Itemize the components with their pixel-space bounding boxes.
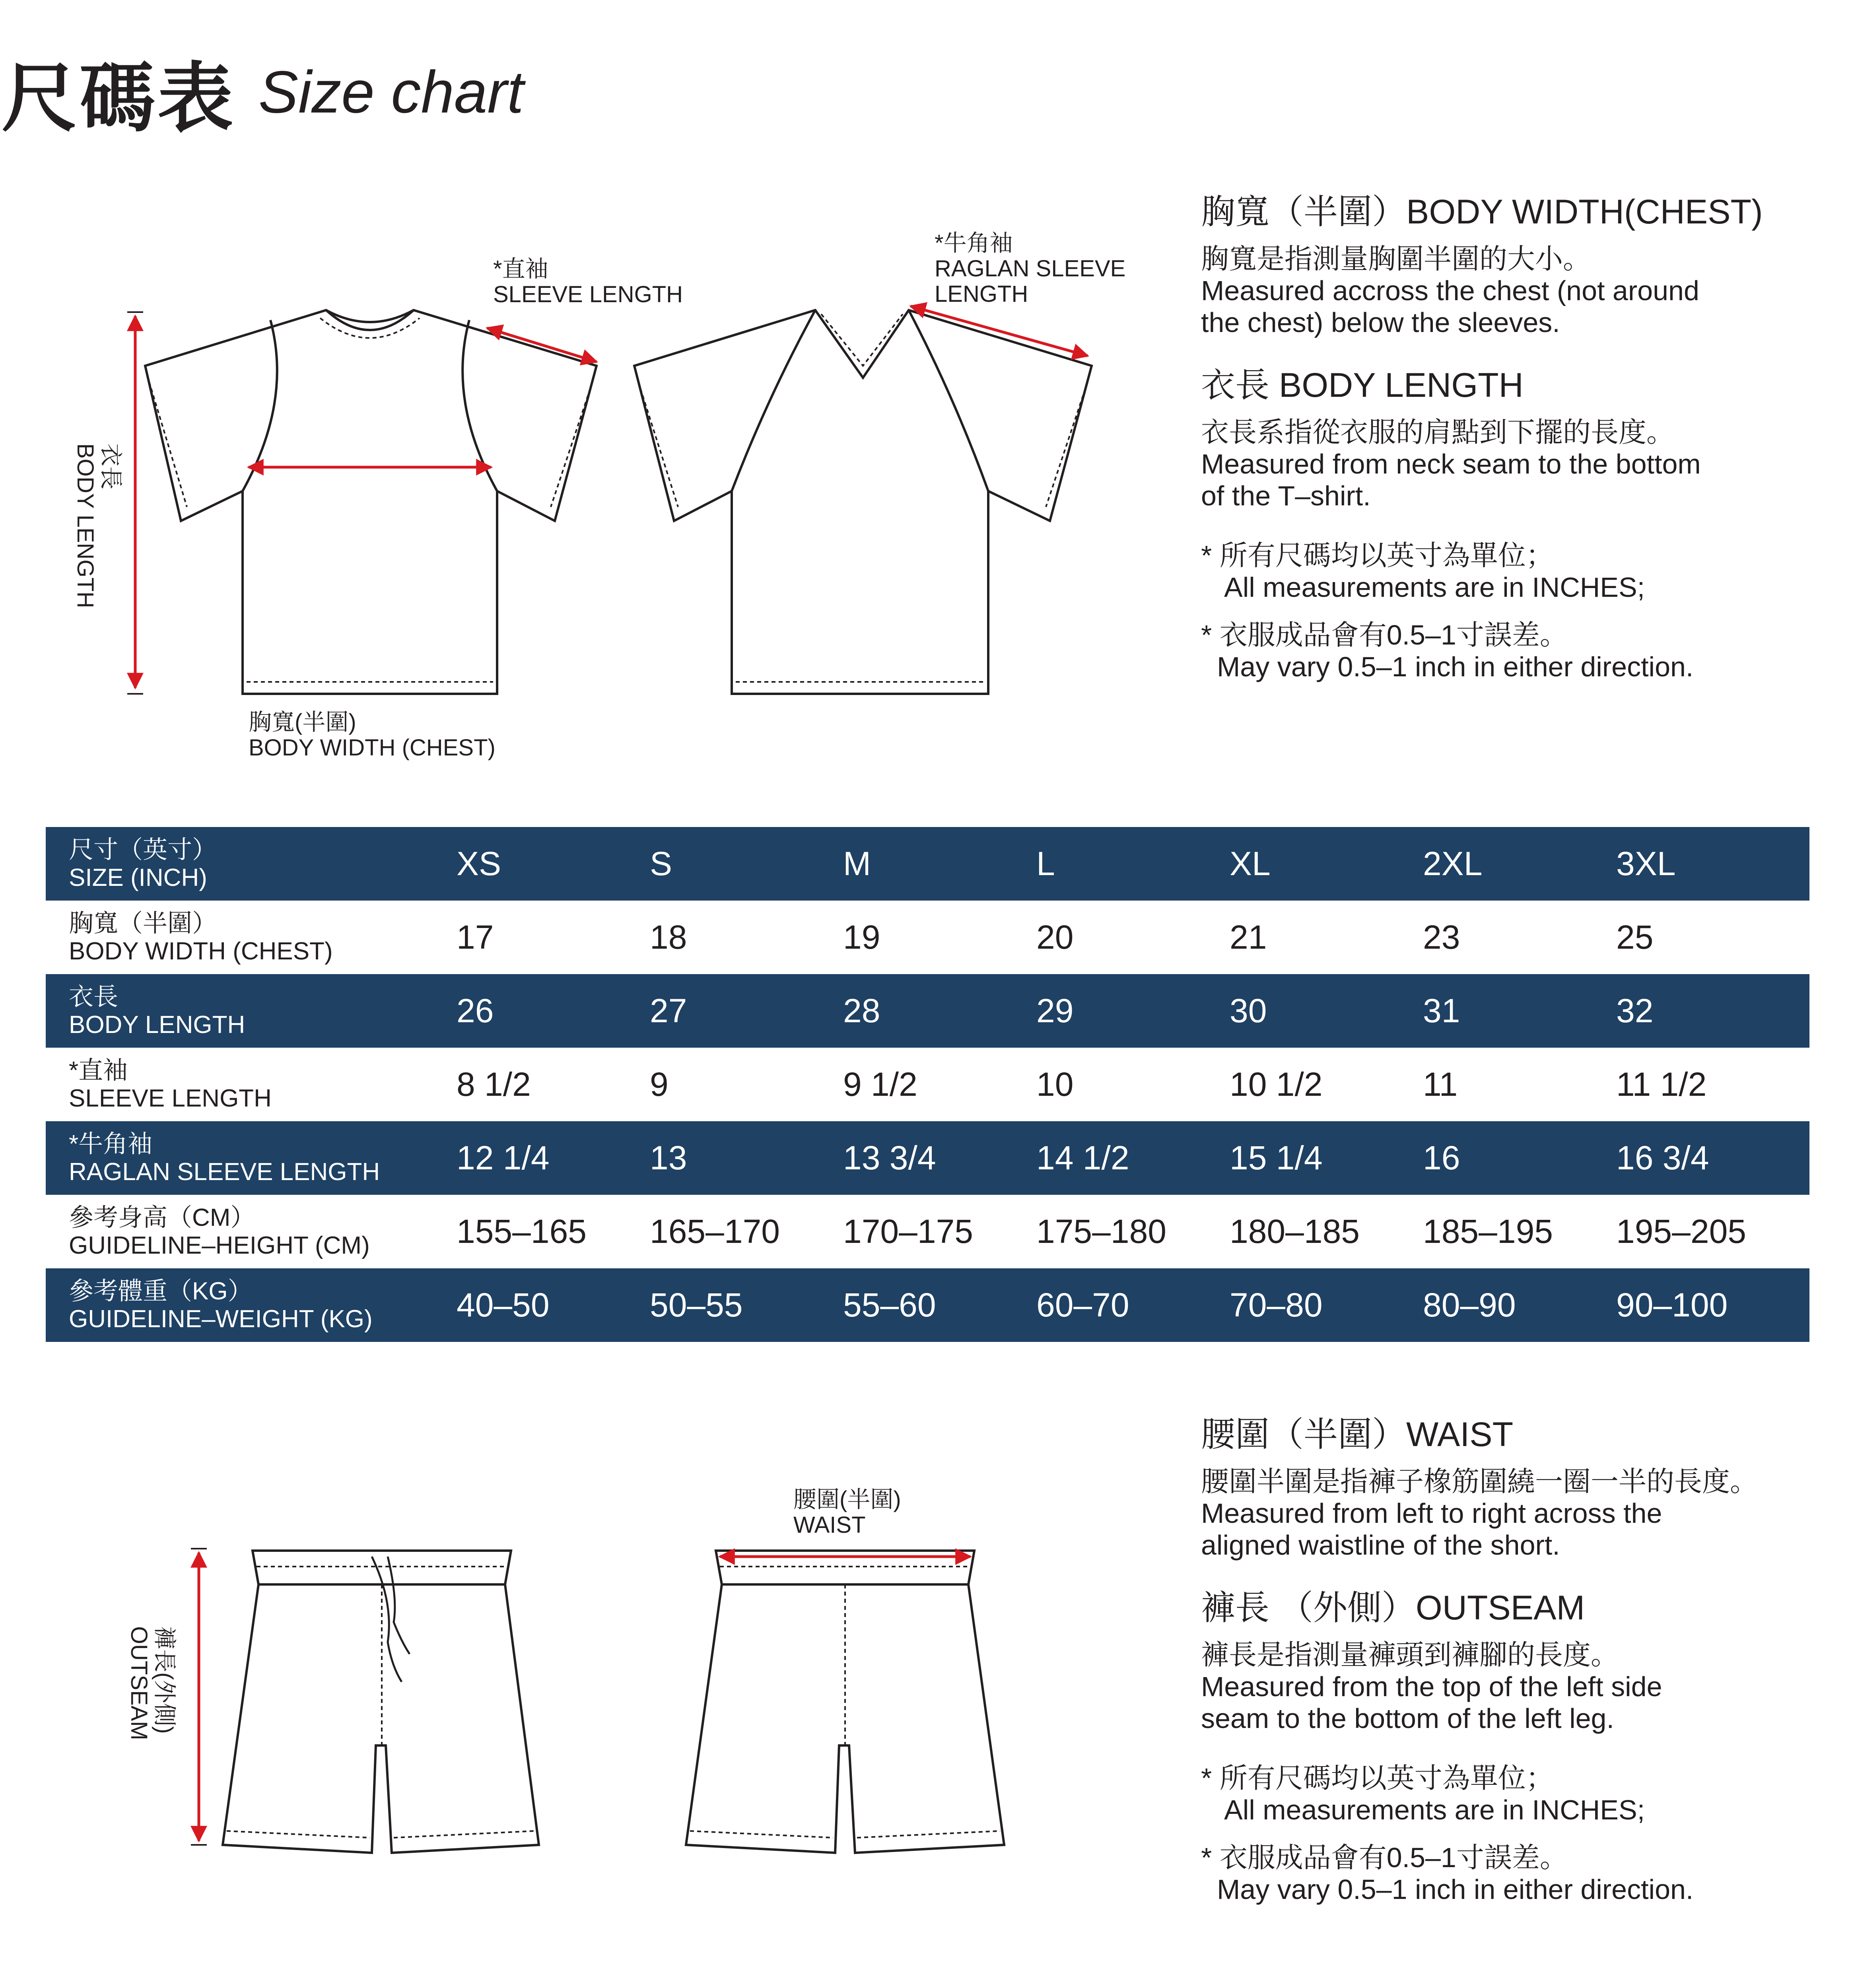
cell: 90–100	[1616, 1268, 1809, 1342]
tolerance-note: * 衣服成品會有0.5–1寸誤差。 May vary 0.5–1 inch in either direction.	[1201, 1842, 1694, 1905]
body-length-description: 衣長系指從衣服的肩點到下擺的長度。 Measured from neck seam to the bottom of the T–shirt.	[1201, 417, 1701, 511]
size-2xl: 2XL	[1423, 827, 1616, 901]
cell: 18	[650, 901, 843, 974]
cell: 55–60	[843, 1268, 1036, 1342]
cell: 31	[1423, 974, 1616, 1048]
size-xs: XS	[457, 827, 650, 901]
size-l: L	[1036, 827, 1230, 901]
cell: 14 1/2	[1036, 1121, 1230, 1195]
cell: 170–175	[843, 1195, 1036, 1268]
chest-description: 胸寬是指測量胸圍半圍的大小。 Measured accross the chest (not around the chest) below the sleeves.	[1201, 243, 1699, 338]
table-row	[46, 1121, 1809, 1195]
shorts-front-drawing	[223, 1551, 539, 1853]
row-label: 參考體重（KG） GUIDELINE–WEIGHT (KG)	[46, 1268, 457, 1342]
chest-width-label: 胸寬(半圍) BODY WIDTH (CHEST)	[249, 709, 496, 761]
cell: 15 1/4	[1230, 1121, 1423, 1195]
cell: 26	[457, 974, 650, 1048]
shorts-back-drawing	[686, 1551, 1004, 1853]
cell: 9	[650, 1048, 843, 1121]
row-label: 參考身高（CM） GUIDELINE–HEIGHT (CM)	[46, 1195, 457, 1268]
cell: 12 1/4	[457, 1121, 650, 1195]
cell: 11	[1423, 1048, 1616, 1121]
cell: 25	[1616, 901, 1809, 974]
cell: 8 1/2	[457, 1048, 650, 1121]
waist-description: 腰圍半圍是指褲子橡筋圍繞一圈一半的長度。 Measured from left to right across the aligned waistline of the short.	[1201, 1466, 1758, 1561]
cell: 70–80	[1230, 1268, 1423, 1342]
table-row	[46, 901, 1809, 974]
cell: 19	[843, 901, 1036, 974]
cell: 29	[1036, 974, 1230, 1048]
cell: 30	[1230, 974, 1423, 1048]
outseam-heading: 褲長 （外側）OUTSEAM	[1201, 1589, 1585, 1627]
cell: 17	[457, 901, 650, 974]
page-title-chinese: 尺碼表	[2, 54, 236, 142]
waist-label: 腰圍(半圍) WAIST	[793, 1487, 901, 1538]
cell: 32	[1616, 974, 1809, 1048]
chest-heading: 胸寬（半圍）BODY WIDTH(CHEST)	[1201, 193, 1763, 231]
table-header-row	[46, 827, 1809, 901]
outseam-description: 褲長是指測量褲頭到褲腳的長度。 Measured from the top of the left side seam to the bottom of the left leg.	[1201, 1639, 1662, 1734]
cell: 11 1/2	[1616, 1048, 1809, 1121]
cell: 21	[1230, 901, 1423, 974]
sleeve-length-label: *直袖 SLEEVE LENGTH	[493, 256, 683, 307]
size-m: M	[843, 827, 1036, 901]
inches-note: * 所有尺碼均以英寸為單位； All measurements are in INCHES;	[1201, 1763, 1645, 1825]
cell: 13	[650, 1121, 843, 1195]
cell: 20	[1036, 901, 1230, 974]
table-row	[46, 1268, 1809, 1342]
shirt-measurement-guide	[1201, 193, 1837, 699]
cell: 175–180	[1036, 1195, 1230, 1268]
size-xl: XL	[1230, 827, 1423, 901]
cell: 10	[1036, 1048, 1230, 1121]
cell: 16 3/4	[1616, 1121, 1809, 1195]
cell: 28	[843, 974, 1036, 1048]
table-row	[46, 1195, 1809, 1268]
cell: 13 3/4	[843, 1121, 1036, 1195]
cell: 27	[650, 974, 843, 1048]
size-header-label: 尺寸（英寸） SIZE (INCH)	[46, 827, 457, 901]
body-length-heading: 衣長 BODY LENGTH	[1201, 366, 1524, 404]
cell: 155–165	[457, 1195, 650, 1268]
outseam-label: 褲長(外側) OUTSEAM	[126, 1626, 177, 1740]
crew-neck-tshirt-drawing	[145, 310, 597, 694]
cell: 180–185	[1230, 1195, 1423, 1268]
row-label: *牛角袖 RAGLAN SLEEVE LENGTH	[46, 1121, 457, 1195]
size-s: S	[650, 827, 843, 901]
row-label: *直袖 SLEEVE LENGTH	[46, 1048, 457, 1121]
row-label: 胸寬（半圍） BODY WIDTH (CHEST)	[46, 901, 457, 974]
size-3xl: 3XL	[1616, 827, 1809, 901]
cell: 16	[1423, 1121, 1616, 1195]
inches-note: * 所有尺碼均以英寸為單位； All measurements are in INCHES;	[1201, 540, 1645, 603]
tolerance-note: * 衣服成品會有0.5–1寸誤差。 May vary 0.5–1 inch in either direction.	[1201, 619, 1694, 682]
cell: 60–70	[1036, 1268, 1230, 1342]
cell: 23	[1423, 901, 1616, 974]
cell: 9 1/2	[843, 1048, 1036, 1121]
cell: 185–195	[1423, 1195, 1616, 1268]
shirt-size-table	[46, 827, 1809, 1342]
body-length-label: 衣長 BODY LENGTH	[72, 443, 124, 608]
waist-heading: 腰圍（半圍）WAIST	[1201, 1415, 1514, 1454]
table-row	[46, 974, 1809, 1048]
shorts-measurement-guide	[1201, 1415, 1837, 1921]
raglan-tshirt-drawing	[634, 310, 1092, 694]
table-row	[46, 1048, 1809, 1121]
cell: 50–55	[650, 1268, 843, 1342]
row-label: 衣長 BODY LENGTH	[46, 974, 457, 1048]
cell: 195–205	[1616, 1195, 1809, 1268]
cell: 80–90	[1423, 1268, 1616, 1342]
page-title-english: Size chart	[258, 58, 524, 125]
cell: 40–50	[457, 1268, 650, 1342]
raglan-sleeve-label: *牛角袖 RAGLAN SLEEVE LENGTH	[935, 230, 1126, 307]
cell: 10 1/2	[1230, 1048, 1423, 1121]
cell: 165–170	[650, 1195, 843, 1268]
